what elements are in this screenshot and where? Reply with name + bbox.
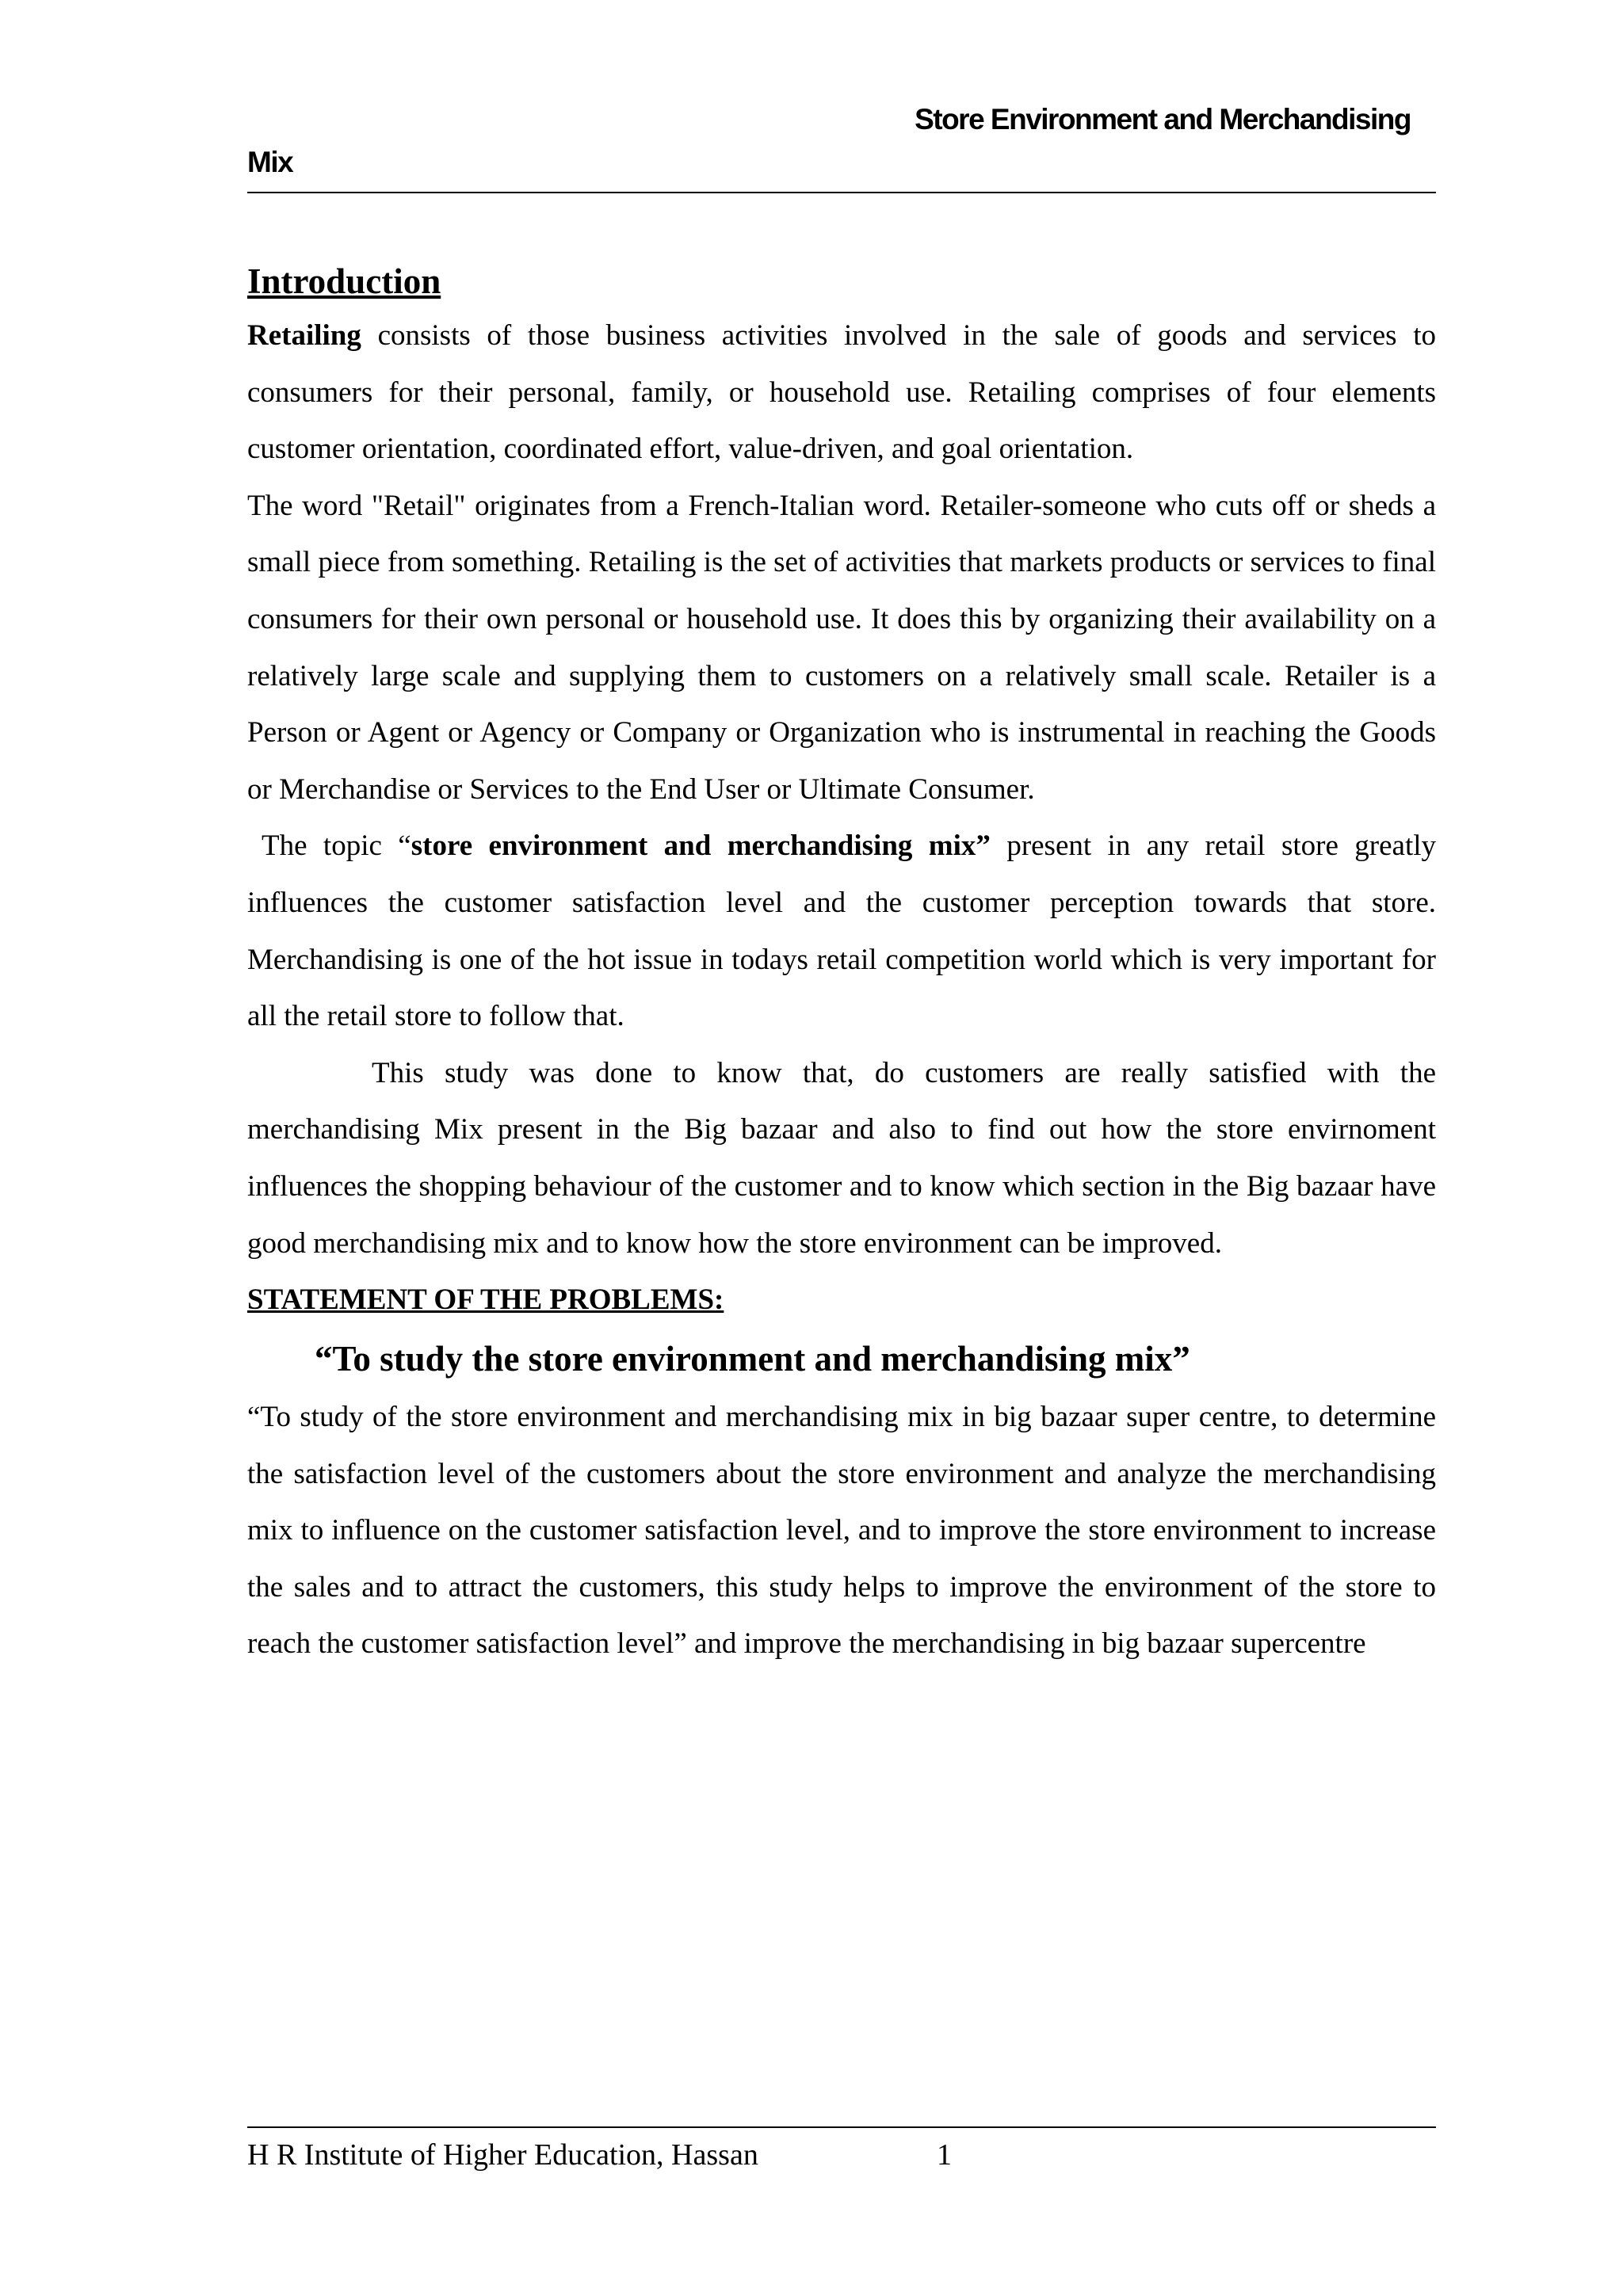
page-number: 1 [937,2138,952,2172]
intro-paragraph-retail-word: The word "Retail" originates from a French-Italian word. Retailer-someone who cuts off or sheds a small piece from something. Retailing is the set of activities that markets products or services to final consumers for their own personal or household use. It does this by organizing their availability on a relatively large scale and supplying them to customers on a relatively small scale. Retailer is a Person or Agent or Agency or Company or Organization who is instrumental in reaching the Goods or Merchandise or Services to the End User or Ultimate Consumer. [247,489,1436,806]
intro-paragraph-study: This study was done to know that, do customers are really satisfied with the merchandising Mix present in the Big bazaar and also to find out how the store envirnoment influences the shopping behaviour of the customer and to know which section in the Big bazaar have good merchandising mix and to know how the store environment can be improved. [247,1056,1436,1260]
topic-bold-title: store environment and merchandising mix” [411,830,991,863]
problem-statement-body: “To study of the store environment and merchandising mix in big bazaar super centre, to determine the satisfaction level of the customers about the store environment and analyze the merchandising mix to influence on the customer satisfaction level, and to improve the store environment to increase the sales and to attract the customers, this study helps to improve the environment of the store to reach the customer satisfaction level” and improve the merchandising in big bazaar supercentre [247,1401,1436,1661]
topic-suffix: present in any retail store greatly influences the customer satisfaction level and the customer perception towards that store. Merchandising is one of the hot issue in todays retail competition world which is very important for all the retail store to follow that. [247,830,1436,1033]
page-footer [247,2126,1436,2172]
introduction-heading: Introduction [247,261,441,301]
footer-institute: H R Institute of Higher Education, Hassan [247,2138,758,2172]
statement-of-problems-heading: STATEMENT OF THE PROBLEMS: [247,1283,724,1317]
page-header [247,103,1436,193]
topic-prefix: The topic “ [262,830,411,863]
intro-paragraph-topic [247,818,1436,1044]
intro-paragraph-retailing [247,307,1436,478]
retailing-term: Retailing [247,319,361,352]
header-title-line1: Store Environment and Merchandising [915,103,1411,135]
retailing-definition: consists of those business activities involved in the sale of goods and services to consumers for their personal, family, or household use. Retailing comprises of four elements customer orientation, coordinated effort, value-driven, and goal orientation. [247,319,1436,466]
study-title: “To study the store environment and merchandising mix” [315,1339,1190,1379]
header-title-line2: Mix [247,146,293,178]
page-content [247,255,1436,1672]
